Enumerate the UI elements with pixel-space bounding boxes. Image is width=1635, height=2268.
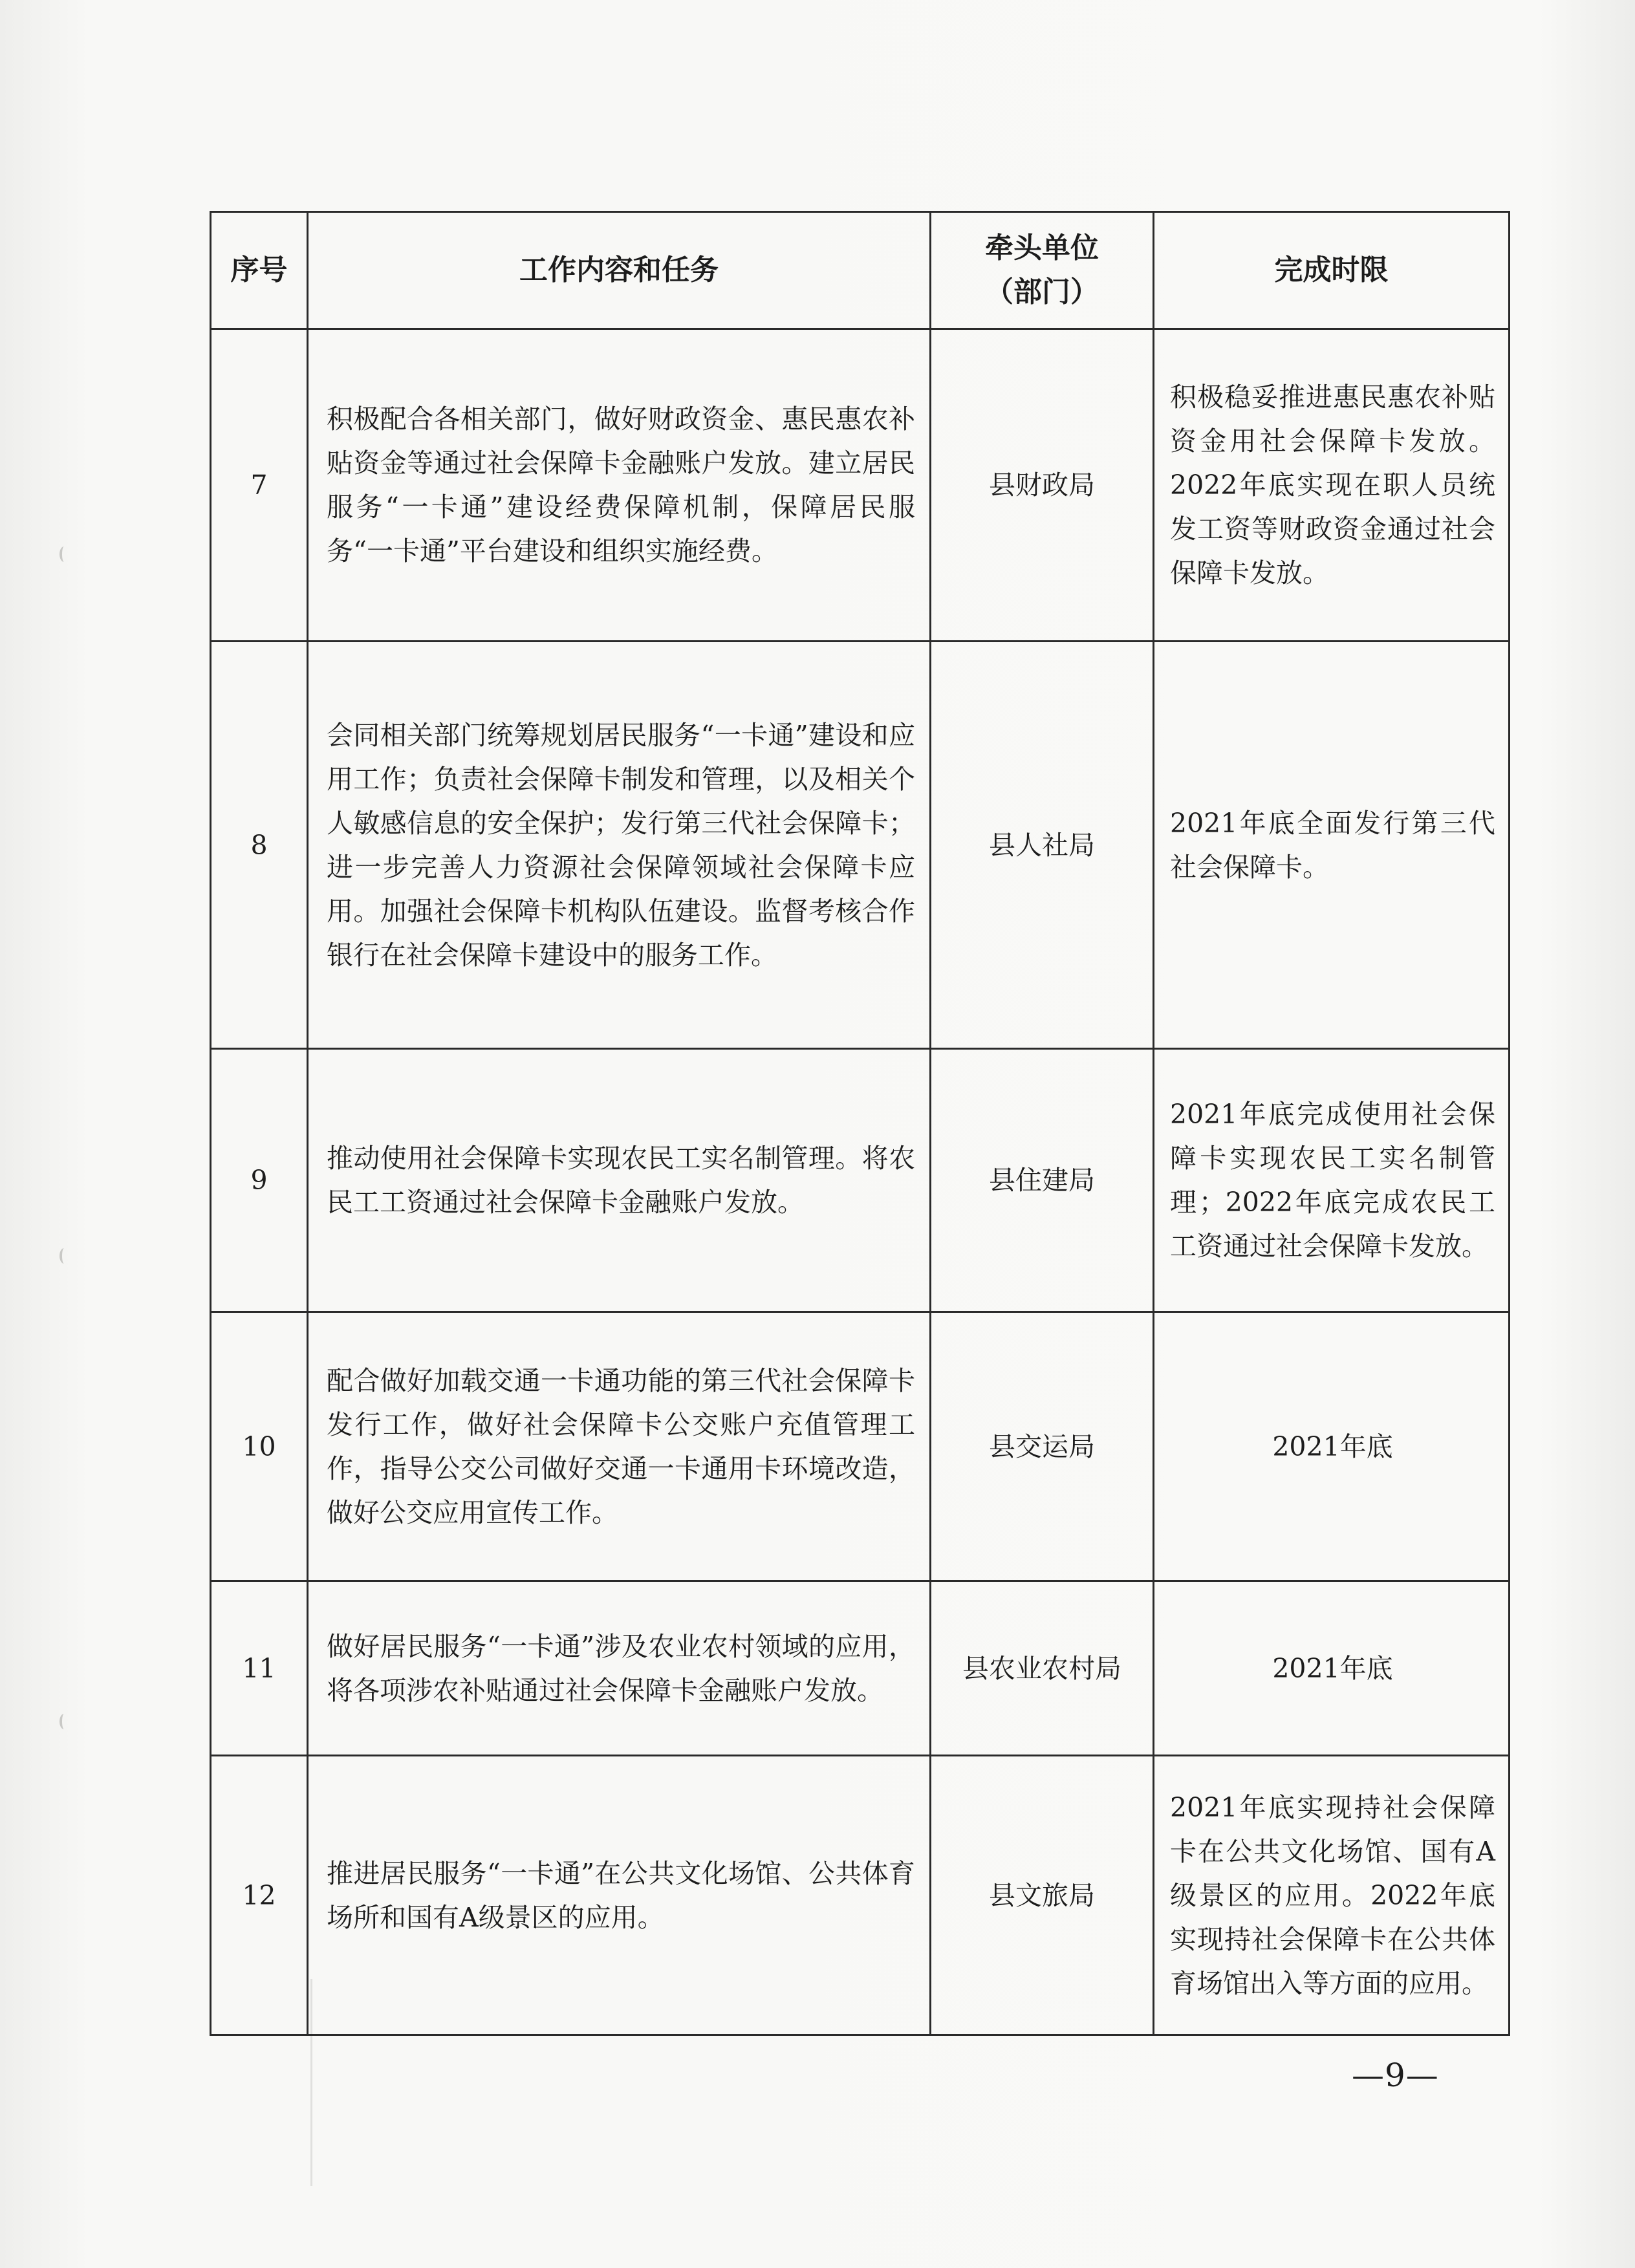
- row-seq: 9: [211, 1049, 308, 1312]
- table-row: [211, 329, 1510, 642]
- row-lead: 县人社局: [931, 642, 1154, 1049]
- table-row: [211, 1581, 1510, 1756]
- row-lead: 县住建局: [931, 1049, 1154, 1312]
- row-lead: 县财政局: [931, 329, 1154, 642]
- row-content: 做好居民服务“一卡通”涉及农业农村领域的应用，将各项涉农补贴通过社会保障卡金融账户发放。: [308, 1581, 931, 1756]
- header-deadline: 完成时限: [1154, 212, 1510, 329]
- task-table: [210, 211, 1510, 2036]
- row-lead: 县文旅局: [931, 1756, 1154, 2035]
- table-row: [211, 1049, 1510, 1312]
- row-seq: 7: [211, 329, 308, 642]
- row-content: 会同相关部门统筹规划居民服务“一卡通”建设和应用工作；负责社会保障卡制发和管理，以及相关个人敏感信息的安全保护；发行第三代社会保障卡；进一步完善人力资源社会保障领域社会保障卡应用。加强社会保障卡机构队伍建设。监督考核合作银行在社会保障卡建设中的服务工作。: [308, 642, 931, 1049]
- row-seq: 11: [211, 1581, 308, 1756]
- row-deadline: 2021年底: [1154, 1581, 1510, 1756]
- row-content: 推进居民服务“一卡通”在公共文化场馆、公共体育场所和国有A级景区的应用。: [308, 1756, 931, 2035]
- row-deadline: 积极稳妥推进惠民惠农补贴资金用社会保障卡发放。2022年底实现在职人员统发工资等财政资金通过社会保障卡发放。: [1154, 329, 1510, 642]
- binding-mark: [60, 1248, 69, 1264]
- row-lead: 县交运局: [931, 1312, 1154, 1581]
- table-row: [211, 1756, 1510, 2035]
- row-deadline: 2021年底: [1154, 1312, 1510, 1581]
- row-content: 配合做好加载交通一卡通功能的第三代社会保障卡发行工作，做好社会保障卡公交账户充值管理工作，指导公交公司做好交通一卡通用卡环境改造，做好公交应用宣传工作。: [308, 1312, 931, 1581]
- row-seq: 12: [211, 1756, 308, 2035]
- row-seq: 8: [211, 642, 308, 1049]
- page-number: —9—: [1352, 2057, 1439, 2094]
- binding-mark: [60, 546, 69, 562]
- header-lead: 牵头单位 （部门）: [931, 212, 1154, 329]
- row-content: 积极配合各相关部门，做好财政资金、惠民惠农补贴资金等通过社会保障卡金融账户发放。建立居民服务“一卡通”建设经费保障机制，保障居民服务“一卡通”平台建设和组织实施经费。: [308, 329, 931, 642]
- row-deadline: 2021年底实现持社会保障卡在公共文化场馆、国有A级景区的应用。2022年底实现持社会保障卡在公共体育场馆出入等方面的应用。: [1154, 1756, 1510, 2035]
- table-row: [211, 1312, 1510, 1581]
- table-row: [211, 642, 1510, 1049]
- row-deadline: 2021年底完成使用社会保障卡实现农民工实名制管理；2022年底完成农民工工资通过社会保障卡发放。: [1154, 1049, 1510, 1312]
- header-seq: 序号: [211, 212, 308, 329]
- table-header-row: [211, 212, 1510, 329]
- row-deadline: 2021年底全面发行第三代社会保障卡。: [1154, 642, 1510, 1049]
- binding-mark: [60, 1714, 69, 1729]
- header-content: 工作内容和任务: [308, 212, 931, 329]
- row-seq: 10: [211, 1312, 308, 1581]
- row-content: 推动使用社会保障卡实现农民工实名制管理。将农民工工资通过社会保障卡金融账户发放。: [308, 1049, 931, 1312]
- row-lead: 县农业农村局: [931, 1581, 1154, 1756]
